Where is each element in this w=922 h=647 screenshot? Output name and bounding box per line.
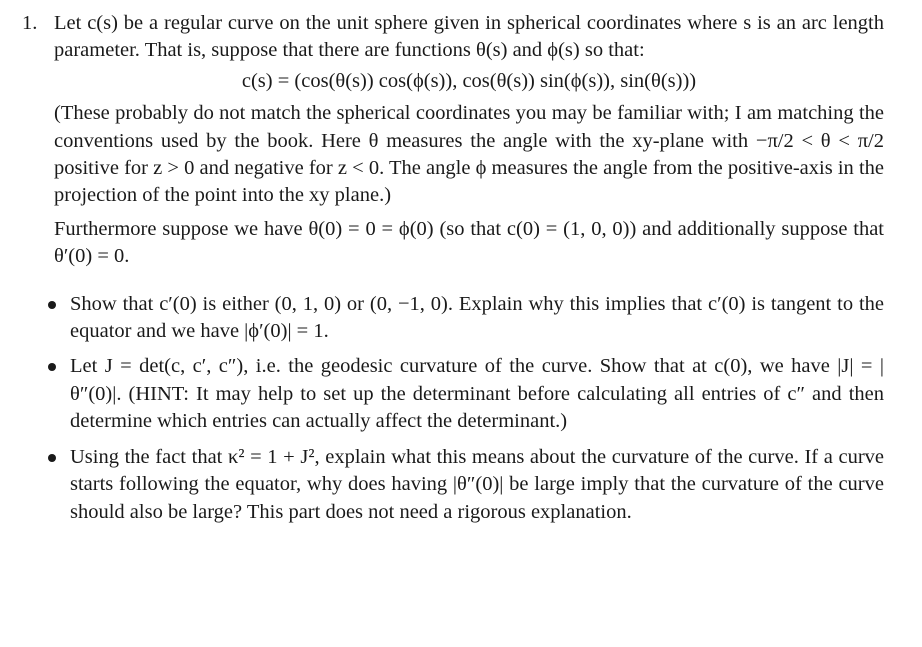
task-list [22,291,884,526]
bullet-icon [48,363,56,371]
task-text: Let J = det(c, c′, c″), i.e. the geodesic curvature of the curve. Show that at c(0), we have |J| = |θ″(0)|. (HINT: It may help to set up the determinant before calculating all entries of c″ and then determine which entries can actually affect the determinant.) [70,355,884,433]
problem-number: 1. [22,12,38,34]
task-text: Using the fact that κ² = 1 + J², explain what this means about the curvature of the curve. If a curve starts following the equator, why does having |θ″(0)| be large imply that the curvature of the curve should also be large? This part does not need a rigorous explanation. [70,445,884,523]
task-text: Show that c′(0) is either (0, 1, 0) or (0, −1, 0). Explain why this implies that c′(0) is tangent to the equator and we have |ϕ′(0)| = 1. [70,292,884,343]
list-item [22,353,884,435]
problem-intro: Let c(s) be a regular curve on the unit sphere given in spherical coordinates where s is an arc length parameter. That is, suppose that there are functions θ(s) and ϕ(s) so that: [54,12,884,62]
list-item [22,444,884,526]
bullet-icon [48,454,56,462]
problem-1 [22,10,884,534]
problem-body [54,10,884,271]
display-equation: c(s) = (cos(θ(s)) cos(ϕ(s)), cos(θ(s)) sin(ϕ(s)), sin(θ(s))) [241,69,697,92]
conventions-note: (These probably do not match the spherical coordinates you may be familiar with; I am matching the conventions used by the book. Here θ measures the angle with the xy-plane with −π/2 < θ < π/2 positive for z > 0 and negative for z < 0. The angle ϕ measures the angle from the positive-axis in the projection of the point into the xy plane.) [54,102,884,207]
bullet-icon [48,301,56,309]
list-item [22,291,884,346]
initial-conditions: Furthermore suppose we have θ(0) = 0 = ϕ(0) (so that c(0) = (1, 0, 0)) and additionally suppose that θ′(0) = 0. [54,217,884,268]
